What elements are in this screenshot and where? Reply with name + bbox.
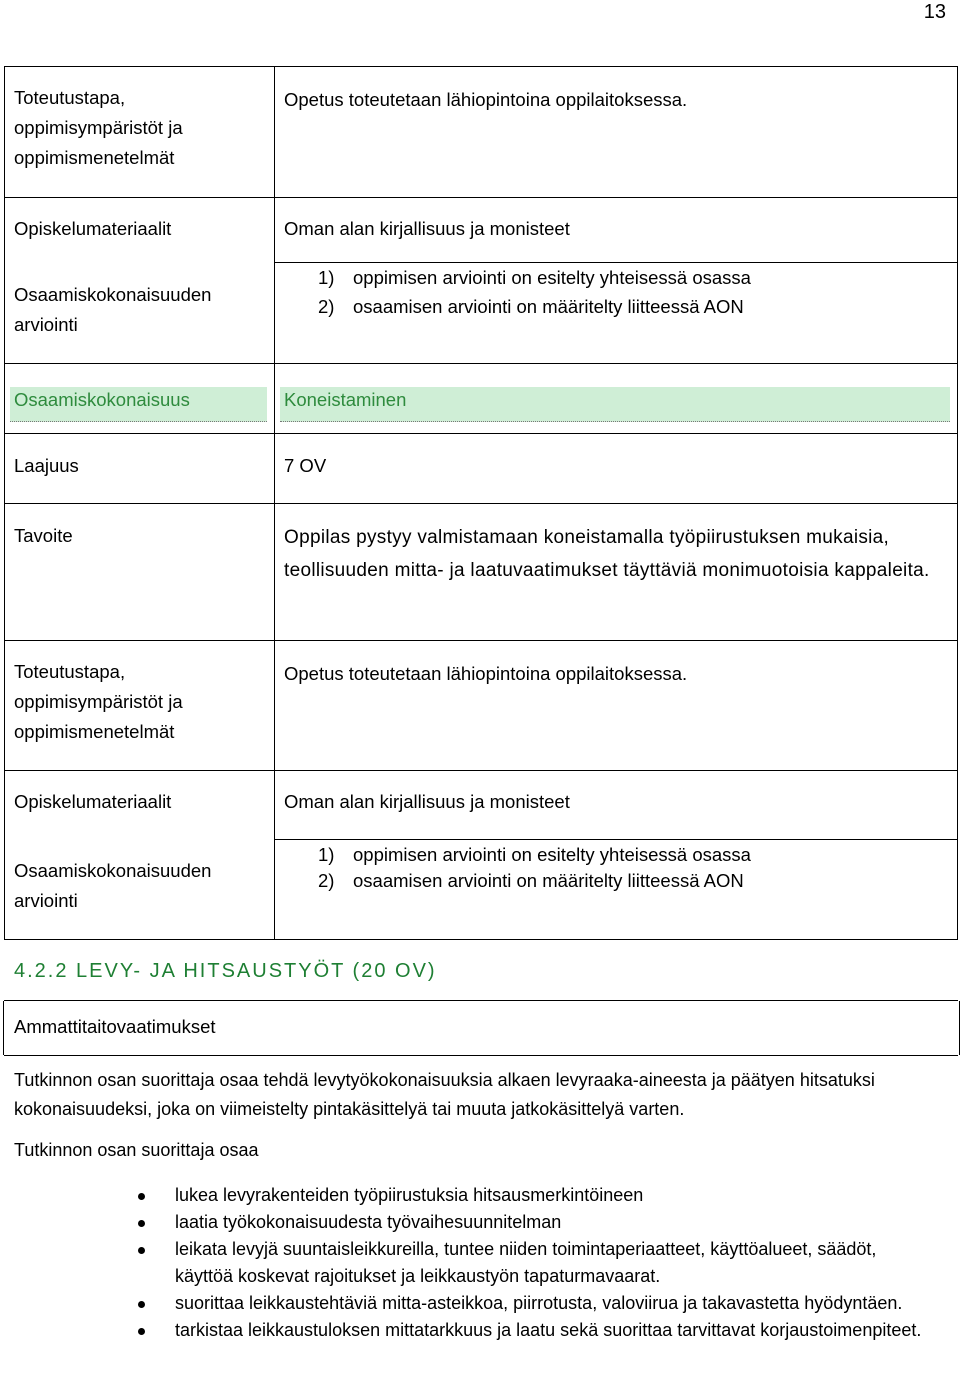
list-item: lukea levyrakenteiden työpiirustuksia hitsausmerkintöineen [138,1182,938,1209]
list-item: 1) oppimisen arviointi on esitelty yhteisessä osassa [318,844,751,865]
table-row [5,198,957,262]
row-value: Oman alan kirjallisuus ja monisteet [284,791,570,812]
divider-line [4,1055,958,1056]
paragraph: Tutkinnon osan suorittaja osaa tehdä levytyökokonaisuuksia alkaen levyraaka-aineesta ja päätyen hitsatuksi kokonaisuudeksi, joka on viimeistelty pintakäsittelyä tai muuta jatkokäsittelyä varten. [14,1070,875,1119]
page-number: 13 [923,1,946,23]
list-item: 2) osaamisen arviointi on määritelty liitteessä AON [318,296,744,317]
table-row-header [5,364,957,434]
section-heading: 4.2.2 LEVY- JA HITSAUSTYÖT (20 OV) [14,960,437,982]
row-value: Opetus toteutetaan lähiopintoina oppilaitoksessa. [284,89,688,110]
table-row [5,641,957,771]
list-item: 2) osaamisen arviointi on määritelty liitteessä AON [318,870,744,891]
bullet-icon [138,1193,145,1200]
row-label: Opiskelumateriaalit [14,791,172,812]
requirements-list [138,1182,938,1344]
list-item: leikata levyjä suuntaisleikkureilla, tuntee niiden toimintaperiaatteet, käyttöalueet, säädöt, käyttöä koskevat rajoitukset ja leikkaustyön tapaturmavaarat. [138,1236,938,1289]
table-row [14,839,957,939]
row-label: Opiskelumateriaalit [14,218,172,239]
bullet-icon [138,1220,145,1227]
box-edge [3,1001,4,1055]
row-label: Toteutustapa, oppimisympäristöt ja oppimismenetelmät [14,87,183,168]
top-table [4,66,958,364]
list-item: tarkistaa leikkaustuloksen mittatarkkuus ja laatu sekä suorittaa tarvittavat korjaustoimenpiteet. [138,1317,938,1344]
list-item: suorittaa leikkaustehtäviä mitta-asteikkoa, piirrotusta, valoviirua ja takavastetta hyödyntäen. [138,1290,938,1317]
bullet-icon [138,1301,145,1308]
row-value: Oman alan kirjallisuus ja monisteet [284,218,570,239]
row-label: Osaamiskokonaisuus [14,389,190,410]
bullet-icon [138,1247,145,1254]
list-item: 1) oppimisen arviointi on esitelty yhteisessä osassa [318,267,751,288]
table-row [5,504,957,641]
row-label: Toteutustapa, oppimisympäristöt ja oppimismenetelmät [14,661,183,742]
table-row [5,67,957,198]
list-item: laatia työkokonaisuudesta työvaihesuunnitelman [138,1209,938,1236]
row-label: Osaamiskokonaisuuden arviointi [14,284,212,335]
row-label: Tavoite [14,525,73,546]
row-label: Laajuus [14,455,79,476]
row-value: Opetus toteutetaan lähiopintoina oppilaitoksessa. [284,663,688,684]
table-row [5,771,957,839]
assessment-list [318,840,949,895]
table-row [5,434,957,504]
table-row [14,262,957,364]
subheading: Ammattitaitovaatimukset [14,1016,216,1037]
assessment-list [318,263,949,321]
competence-table [4,364,958,940]
bullet-icon [138,1328,145,1335]
row-value: Koneistaminen [284,389,407,410]
intro-text: Tutkinnon osan suorittaja osaa [14,1140,259,1160]
row-label: Osaamiskokonaisuuden arviointi [14,860,212,911]
row-value: 7 OV [284,455,327,476]
box-edge [959,1001,960,1055]
row-value: Oppilas pystyy valmistamaan koneistamalla työpiirustuksen mukaisia, teollisuuden mitta- ja laatuvaatimukset täyttäviä monimuotoisia kappaleita. [284,527,930,581]
